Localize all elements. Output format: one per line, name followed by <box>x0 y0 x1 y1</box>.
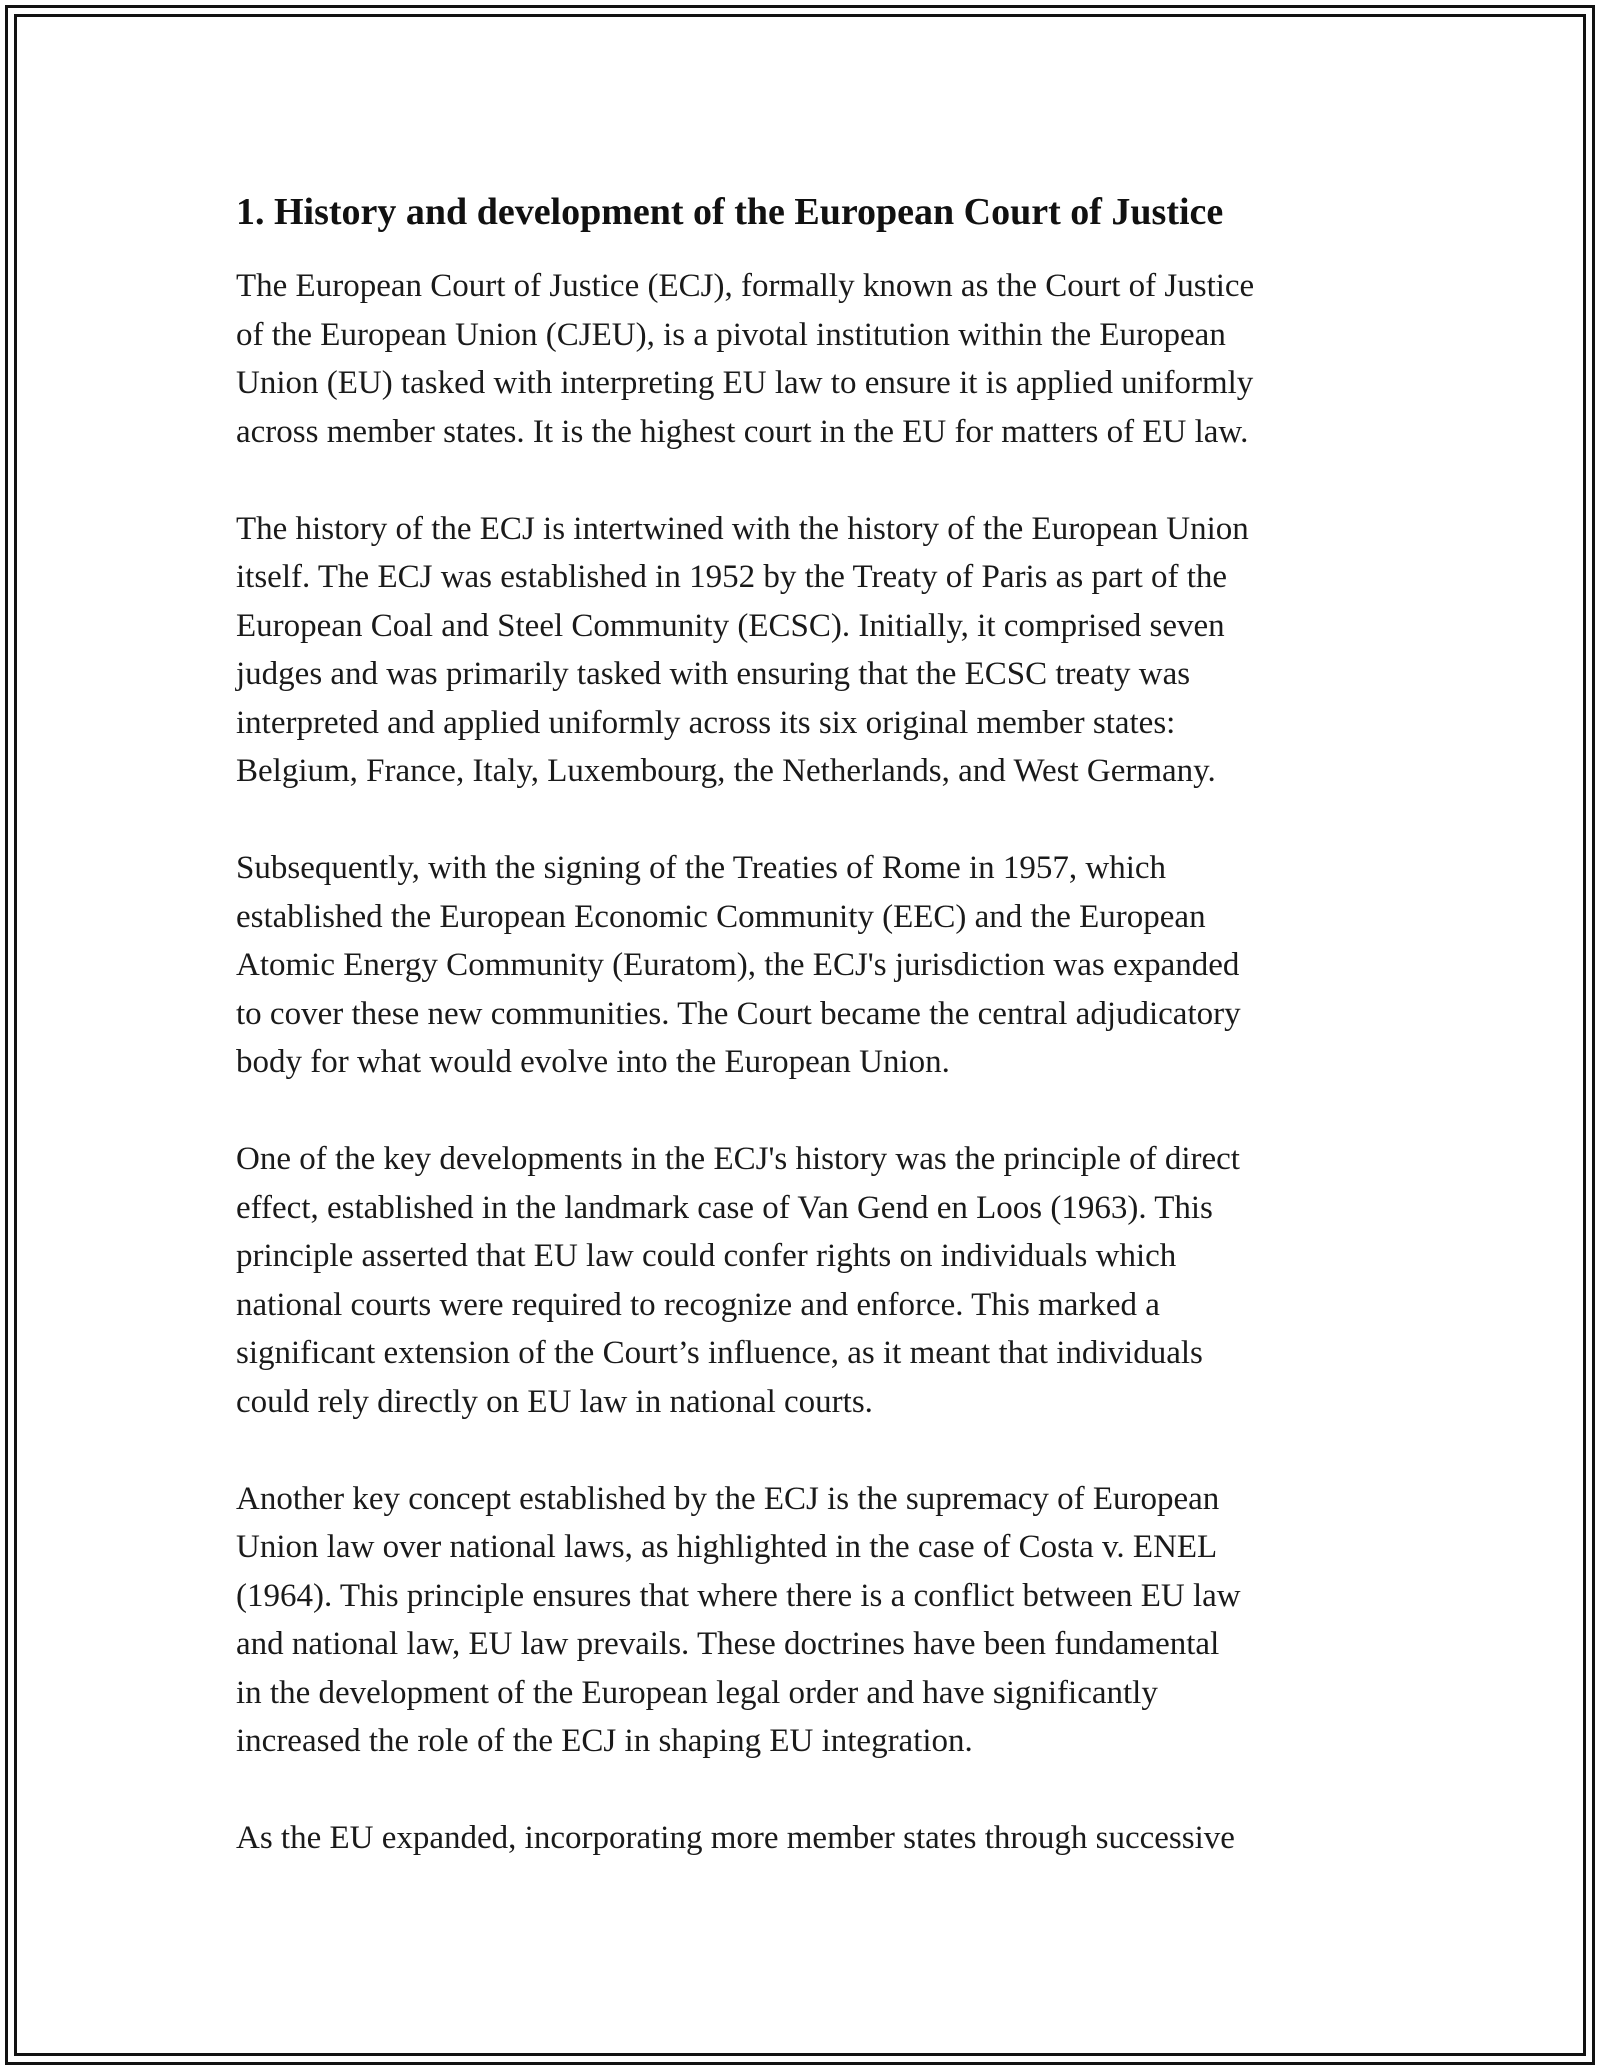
text-line: in the development of the European legal order and have significantly <box>236 1674 1158 1711</box>
text-line: established the European Economic Community (EEC) and the European <box>236 898 1206 935</box>
text-line: significant extension of the Court’s influence, as it meant that individuals <box>236 1335 1203 1371</box>
text-line: itself. The ECJ was established in 1952 by the Treaty of Paris as part of the <box>236 559 1228 595</box>
paragraph-4 <box>236 1135 1386 1426</box>
text-line: interpreted and applied uniformly across its six original member states: <box>236 704 1176 741</box>
text-line: Belgium, France, Italy, Luxembourg, the Netherlands, and West Germany. <box>236 753 1216 789</box>
text-line: judges and was primarily tasked with ensuring that the ECSC treaty was <box>236 656 1191 692</box>
paragraph-5 <box>236 1475 1386 1766</box>
text-line: (1964). This principle ensures that where there is a conflict between EU law <box>236 1577 1241 1614</box>
paragraph-6 <box>236 1814 1386 1863</box>
text-line: Subsequently, with the signing of the Treaties of Rome in 1957, which <box>236 850 1167 886</box>
text-line: to cover these new communities. The Court became the central adjudicatory <box>236 995 1241 1032</box>
paragraph-2 <box>236 505 1386 796</box>
paragraph-3 <box>236 844 1386 1087</box>
text-line: principle asserted that EU law could confer rights on individuals which <box>236 1238 1177 1274</box>
text-line: Union law over national laws, as highlighted in the case of Costa v. ENEL <box>236 1529 1218 1565</box>
document-body <box>236 186 1386 1863</box>
text-line: As the EU expanded, incorporating more member states through successive <box>236 1820 1235 1856</box>
paragraph-1 <box>236 262 1386 456</box>
text-line: body for what would evolve into the European Union. <box>236 1044 950 1080</box>
text-line: of the European Union (CJEU), is a pivotal institution within the European <box>236 316 1226 353</box>
text-line: One of the key developments in the ECJ's history was the principle of direct <box>236 1141 1240 1177</box>
text-line: could rely directly on EU law in national courts. <box>236 1383 873 1420</box>
text-line: Union (EU) tasked with interpreting EU law to ensure it is applied uniformly <box>236 365 1254 401</box>
text-line: European Coal and Steel Community (ECSC). Initially, it comprised seven <box>236 607 1225 644</box>
text-line: The European Court of Justice (ECJ), formally known as the Court of Justice <box>236 268 1255 304</box>
text-line: national courts were required to recognize and enforce. This marked a <box>236 1286 1160 1323</box>
section-heading: 1. History and development of the European Court of Justice <box>236 191 1224 233</box>
text-line: increased the role of the ECJ in shaping EU integration. <box>236 1723 973 1759</box>
text-line: across member states. It is the highest court in the EU for matters of EU law. <box>236 413 1249 450</box>
text-line: Another key concept established by the ECJ is the supremacy of European <box>236 1480 1220 1517</box>
text-line: and national law, EU law prevails. These doctrines have been fundamental <box>236 1626 1220 1662</box>
text-line: Atomic Energy Community (Euratom), the ECJ's jurisdiction was expanded <box>236 947 1240 983</box>
text-line: The history of the ECJ is intertwined with the history of the European Union <box>236 510 1249 547</box>
text-line: effect, established in the landmark case of Van Gend en Loos (1963). This <box>236 1189 1213 1226</box>
